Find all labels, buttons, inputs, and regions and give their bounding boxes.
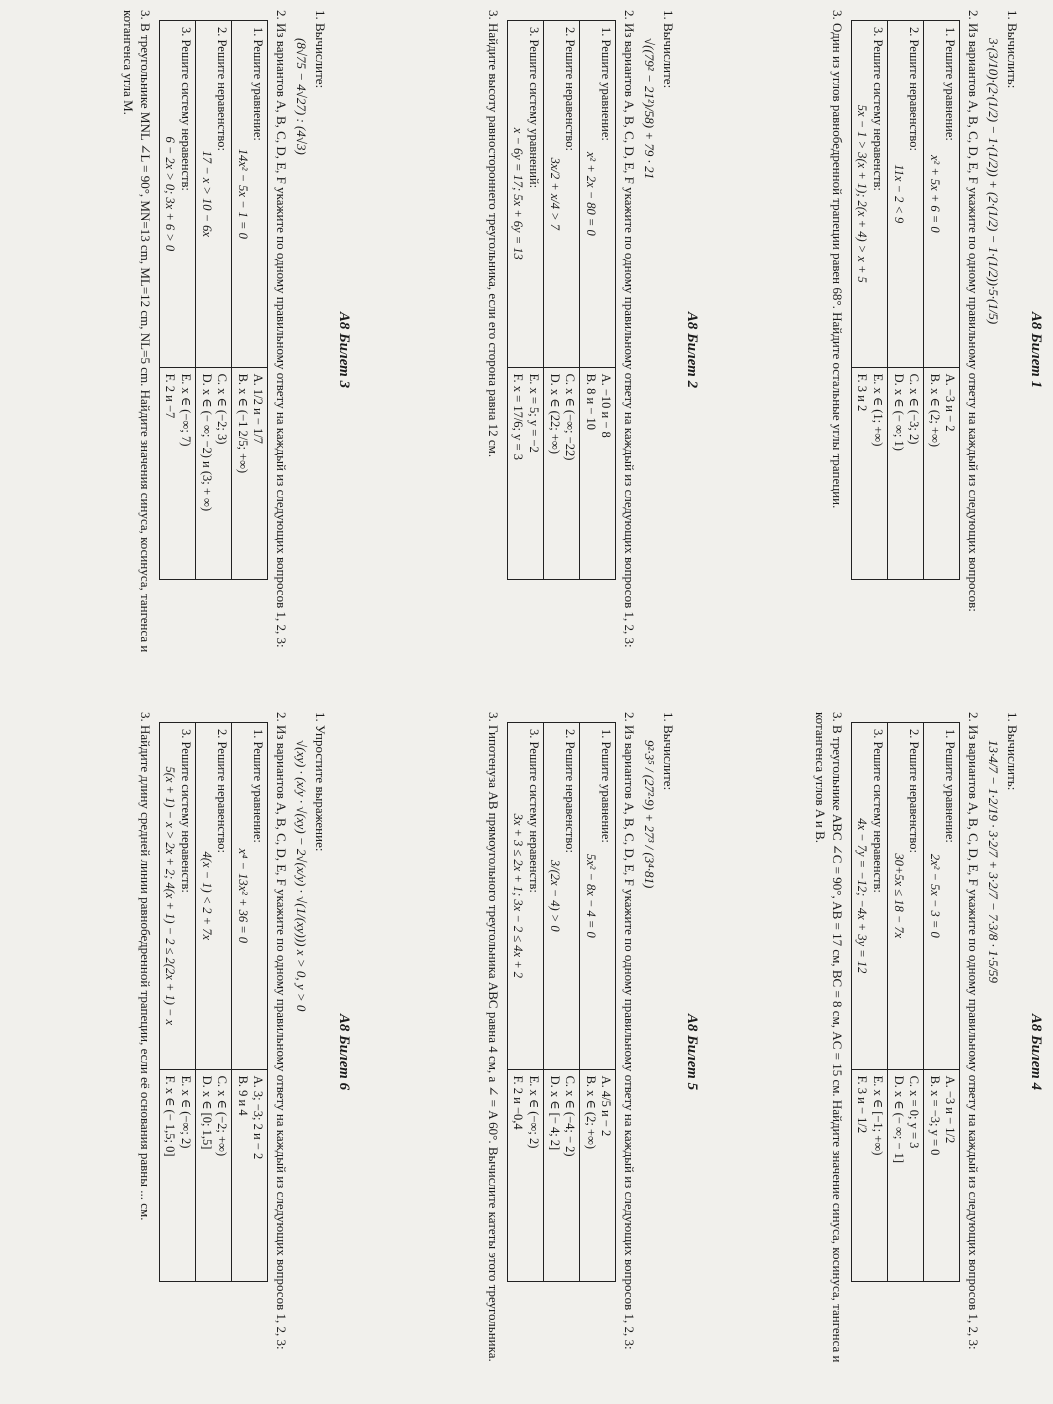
option-b: D. x ∈ (− ∞; −2) и (3; + ∞)	[199, 373, 214, 512]
option-b: B. 8 и − 10	[583, 373, 598, 431]
option-a: E. x ∈ (−∞; 7)	[179, 373, 193, 447]
options-table	[851, 722, 961, 1282]
question-1: 1. Упростите выражение:	[313, 712, 329, 852]
options-cell	[544, 367, 580, 579]
options-cell	[232, 367, 268, 579]
answer-row	[544, 723, 580, 1282]
option-b: D. x ∈ (22; +∞)	[547, 373, 562, 454]
task-equation: 5x − 1 > 3(x + 1); 2(x + 4) > x + 5	[855, 104, 870, 283]
option-a: C. x ∈ (−2; +∞)	[215, 1075, 230, 1157]
option-b: F. 3 и − 1/2	[855, 1075, 870, 1134]
task-cell	[232, 21, 268, 368]
question-1: 1. Вычислите:	[661, 712, 677, 791]
task-equation: 3/(2x − 4) > 0	[547, 859, 562, 932]
options-cell	[924, 1069, 960, 1281]
question-1-formula: √(xy) · (x/y · √(xy) − 2√(x/y) · √(1/(xy))) x > 0, y > 0	[294, 740, 309, 1012]
answer-row	[924, 21, 960, 580]
task-equation: 11x − 2 < 9	[891, 164, 906, 224]
task-cell	[924, 21, 960, 368]
options-cell	[851, 1069, 887, 1281]
options-table	[851, 20, 961, 580]
ticket-2	[482, 10, 702, 690]
task-cell	[507, 21, 543, 368]
answer-row	[544, 21, 580, 580]
task-equation: x² + 2x − 80 = 0	[583, 151, 598, 236]
task-label: 1. Решите уравнение:	[599, 729, 614, 843]
task-label: 1. Решите уравнение:	[599, 27, 614, 141]
task-cell	[851, 723, 887, 1070]
task-label: 1. Решите уравнение:	[251, 729, 266, 843]
task-cell	[196, 723, 232, 1070]
question-3: 3. Гипотенуза AB прямоугольного треугольника ABC равна 4 см, а ∠ = A 60°. Вычислите катеты этого треугольника.	[485, 712, 501, 1362]
options-cell	[159, 1069, 195, 1281]
task-cell	[924, 723, 960, 1070]
answer-row	[196, 21, 232, 580]
option-a: A. 1/2 и − 1/7	[251, 373, 266, 444]
options-cell	[580, 1069, 616, 1281]
task-equation: x⁴ − 13x² + 36 = 0	[235, 848, 250, 944]
task-label: 2. Решите неравенство:	[563, 729, 578, 853]
answer-row	[580, 21, 616, 580]
option-a: A. 3; −3; 2 и − 2	[251, 1075, 266, 1160]
task-cell	[196, 21, 232, 368]
option-a: E. x ∈ (1; +∞)	[871, 373, 885, 447]
options-cell	[580, 367, 616, 579]
ticket-title: А8 Билет 4	[1028, 1013, 1044, 1091]
question-1: 1. Вычислите:	[313, 10, 329, 89]
task-label: 3. Решите систему неравенств:	[179, 27, 193, 191]
question-1: 1. Вычислить:	[1005, 712, 1021, 791]
option-b: F. x = 17/6; y = 3	[511, 373, 526, 460]
question-1-formula: 9²·3⁵ / (27²·9) + 27³ / (3⁴·81)	[642, 740, 657, 889]
question-2: 2. Из вариантов А, В, С, D, Е, F укажите по одному правильному ответу на каждый из следующих вопросов 1, 2, 3:	[965, 712, 981, 1350]
options-table	[159, 20, 269, 580]
answer-row	[888, 21, 924, 580]
question-3: 3. Найдите высоту равностороннего треугольника, если его сторона равна 12 см.	[485, 10, 501, 458]
option-a: C. x ∈ (−3; 2)	[907, 373, 922, 445]
option-b: F. 3 и 2	[855, 373, 870, 412]
task-cell	[580, 21, 616, 368]
task-equation: x² + 5x + 6 = 0	[927, 154, 942, 233]
answer-row	[507, 723, 543, 1282]
options-table	[507, 722, 617, 1282]
task-cell	[888, 723, 924, 1070]
task-equation: 4(x − 1) < 2 + 7x	[199, 851, 214, 941]
task-cell	[888, 21, 924, 368]
option-a: A. 4/5 и − 2	[599, 1075, 614, 1137]
ticket-1	[826, 10, 1046, 690]
question-2: 2. Из вариантов А, В, С, D, Е, F укажите по одному правильному ответу на каждый из следующих вопросов:	[965, 10, 981, 612]
ticket-title: А8 Билет 6	[336, 1013, 352, 1091]
task-equation: 14x² − 5x − 1 = 0	[235, 148, 250, 239]
option-b: B. x = −3; y = 0	[927, 1075, 942, 1156]
answer-row	[232, 723, 268, 1282]
options-cell	[196, 367, 232, 579]
task-equation: 30+5x ≤ 18 − 7x	[891, 853, 906, 939]
options-table	[507, 20, 617, 580]
options-cell	[196, 1069, 232, 1281]
task-label: 3. Решите систему неравенств:	[527, 729, 541, 893]
question-3: 3. Один из углов равнобедренной трапеции равен 68°. Найдите остальные углы трапеции.	[829, 10, 845, 509]
task-label: 1. Решите уравнение:	[251, 27, 266, 141]
task-cell	[159, 723, 195, 1070]
answer-row	[851, 21, 887, 580]
task-label: 3. Решите систему неравенств:	[179, 729, 193, 893]
task-cell	[544, 21, 580, 368]
answer-row	[232, 21, 268, 580]
ticket-6	[134, 712, 354, 1392]
options-cell	[924, 367, 960, 579]
answer-row	[196, 723, 232, 1282]
question-3: 3. В треугольнике MNL ∠L = 90°, MN=13 cm, ML=12 cm, NL=5 cm. Найдите значения синуса, косинуса, тангенса и котангенса угла M.	[121, 10, 153, 653]
question-3: 3. В треугольнике ABC ∠C = 90°, AB = 17 см, BC = 8 см, AC = 15 см. Найдите значение синуса, косинуса, тангенса и котангенса углов A и B.	[813, 712, 845, 1363]
task-label: 2. Решите неравенство:	[907, 27, 922, 151]
option-a: E. x = 5; y = −2	[527, 373, 541, 453]
question-1-formula: 3·(3/10)·(2·(1/2) − 1·(1/2)) + (2·(1/2) − 1·(1/2))·5·(1/5)	[986, 38, 1001, 325]
option-a: C. x ∈ (−2; 3)	[215, 373, 230, 445]
task-equation: 3x + 3 ≤ 2x + 1; 3x − 2 ≤ 4x + 2	[511, 813, 526, 979]
ticket-title: А8 Билет 1	[1028, 311, 1044, 389]
option-b: D. x ∈ [0; 1,5]	[199, 1075, 214, 1150]
task-cell	[232, 723, 268, 1070]
question-3: 3. Найдите длину средней линии равнобедренной трапеции, если её основания равны ... см.	[137, 712, 153, 1221]
option-a: C. x = 0; y = 3	[907, 1075, 922, 1149]
option-b: D. x ∈ (− ∞; 1)	[891, 373, 906, 451]
question-1-formula: 13·4/7 − 1·2/19 · 3·2/7 + 3·2/7 − 7·3/8 · 1·5/59	[986, 740, 1001, 983]
option-b: D. x ∈ (− ∞; − 1]	[891, 1075, 906, 1164]
options-cell	[888, 367, 924, 579]
task-equation: 2x² − 5x − 3 = 0	[927, 853, 942, 938]
task-label: 3. Решите систему уравнений:	[527, 27, 541, 189]
task-cell	[580, 723, 616, 1070]
answer-row	[159, 21, 195, 580]
option-a: C. x ∈ (−4; − 2)	[563, 1075, 578, 1157]
question-1: 1. Вычислите:	[661, 10, 677, 89]
task-equation: 6 − 2x > 0; 3x + 6 > 0	[163, 136, 178, 252]
ticket-3	[117, 10, 353, 690]
answer-row	[507, 21, 543, 580]
answer-row	[888, 723, 924, 1282]
option-b: B. x ∈ (2; +∞)	[927, 373, 942, 448]
ticket-4	[809, 712, 1045, 1392]
option-b: B. x ∈ (−1 2/5; +∞)	[235, 373, 250, 474]
task-cell	[851, 21, 887, 368]
options-cell	[544, 1069, 580, 1281]
option-a: E. x ∈ (−∞; 2)	[179, 1075, 193, 1149]
task-label: 2. Решите неравенство:	[907, 729, 922, 853]
task-label: 1. Решите уравнение:	[943, 729, 958, 843]
answer-row	[851, 723, 887, 1282]
task-label: 3. Решите систему неравенств:	[871, 729, 885, 893]
task-label: 3. Решите систему неравенств:	[871, 27, 885, 191]
question-2: 2. Из вариантов А, В, С, D, Е, F укажите по одному правильному ответу на каждый из следующих вопросов 1, 2, 3:	[273, 712, 289, 1350]
option-a: A. −3 и − 1/2	[943, 1075, 958, 1144]
option-a: A. −3 и − 2	[943, 373, 958, 432]
task-equation: x − 6y = 17; 5x + 6y = 13	[511, 127, 526, 260]
ticket-title: А8 Билет 3	[336, 311, 352, 389]
option-a: E. x ∈ [−1; +∞)	[871, 1075, 885, 1156]
task-equation: 3x/2 + x/4 > 7	[547, 157, 562, 230]
answer-row	[580, 723, 616, 1282]
task-equation: 5x² − 8x − 4 = 0	[583, 853, 598, 938]
options-cell	[159, 367, 195, 579]
options-cell	[232, 1069, 268, 1281]
task-cell	[544, 723, 580, 1070]
question-1-formula: (8√75 − 4√27) : (4√3)	[294, 38, 309, 155]
option-b: F. 2 и −7	[163, 373, 178, 419]
question-2: 2. Из вариантов А, В, С, D, Е, F укажите по одному правильному ответу на каждый из следующих вопросов 1, 2, 3:	[621, 10, 637, 648]
task-equation: 17 − x > 10 − 6x	[199, 150, 214, 237]
question-2: 2. Из вариантов А, В, С, D, Е, F укажите по одному правильному ответу на каждый из следующих вопросов 1, 2, 3:	[273, 10, 289, 648]
question-2: 2. Из вариантов А, В, С, D, Е, F укажите по одному правильному ответу на каждый из следующих вопросов 1, 2, 3:	[621, 712, 637, 1350]
task-equation: 4x − 7y = −12; −4x + 3y = 12	[855, 818, 870, 974]
options-cell	[507, 1069, 543, 1281]
question-1: 1. Вычислить:	[1005, 10, 1021, 89]
task-cell	[159, 21, 195, 368]
options-table	[159, 722, 269, 1282]
task-cell	[507, 723, 543, 1070]
option-b: F. x ∈ (− 1,5; 0]	[163, 1075, 178, 1157]
option-a: E. x ∈ (−∞; 2)	[527, 1075, 541, 1149]
option-b: D. x ∈ [− 4; 2]	[547, 1075, 562, 1151]
ticket-title: А8 Билет 5	[684, 1013, 700, 1091]
answer-row	[924, 723, 960, 1282]
options-cell	[888, 1069, 924, 1281]
option-b: F. 2 и −0,4	[511, 1075, 526, 1130]
options-cell	[507, 367, 543, 579]
option-b: B. x ∈ (2; +∞)	[583, 1075, 598, 1150]
task-label: 1. Решите уравнение:	[943, 27, 958, 141]
options-cell	[851, 367, 887, 579]
ticket-5	[482, 712, 702, 1392]
question-1-formula: √((79² − 21²)/58) + 79 · 21	[642, 38, 657, 180]
option-b: B. 9 и 4	[235, 1075, 250, 1116]
task-equation: 5(x + 1) − x > 2x + 2; 4(x + 1) − 2 ≤ 2(2x + 1) − x	[163, 766, 178, 1026]
task-label: 2. Решите неравенство:	[215, 27, 230, 151]
option-a: A. −10 и − 8	[599, 373, 614, 438]
task-label: 2. Решите неравенство:	[215, 729, 230, 853]
option-a: C. x ∈ (−∞; −22)	[563, 373, 578, 461]
task-label: 2. Решите неравенство:	[563, 27, 578, 151]
answer-row	[159, 723, 195, 1282]
ticket-title: А8 Билет 2	[684, 311, 700, 389]
